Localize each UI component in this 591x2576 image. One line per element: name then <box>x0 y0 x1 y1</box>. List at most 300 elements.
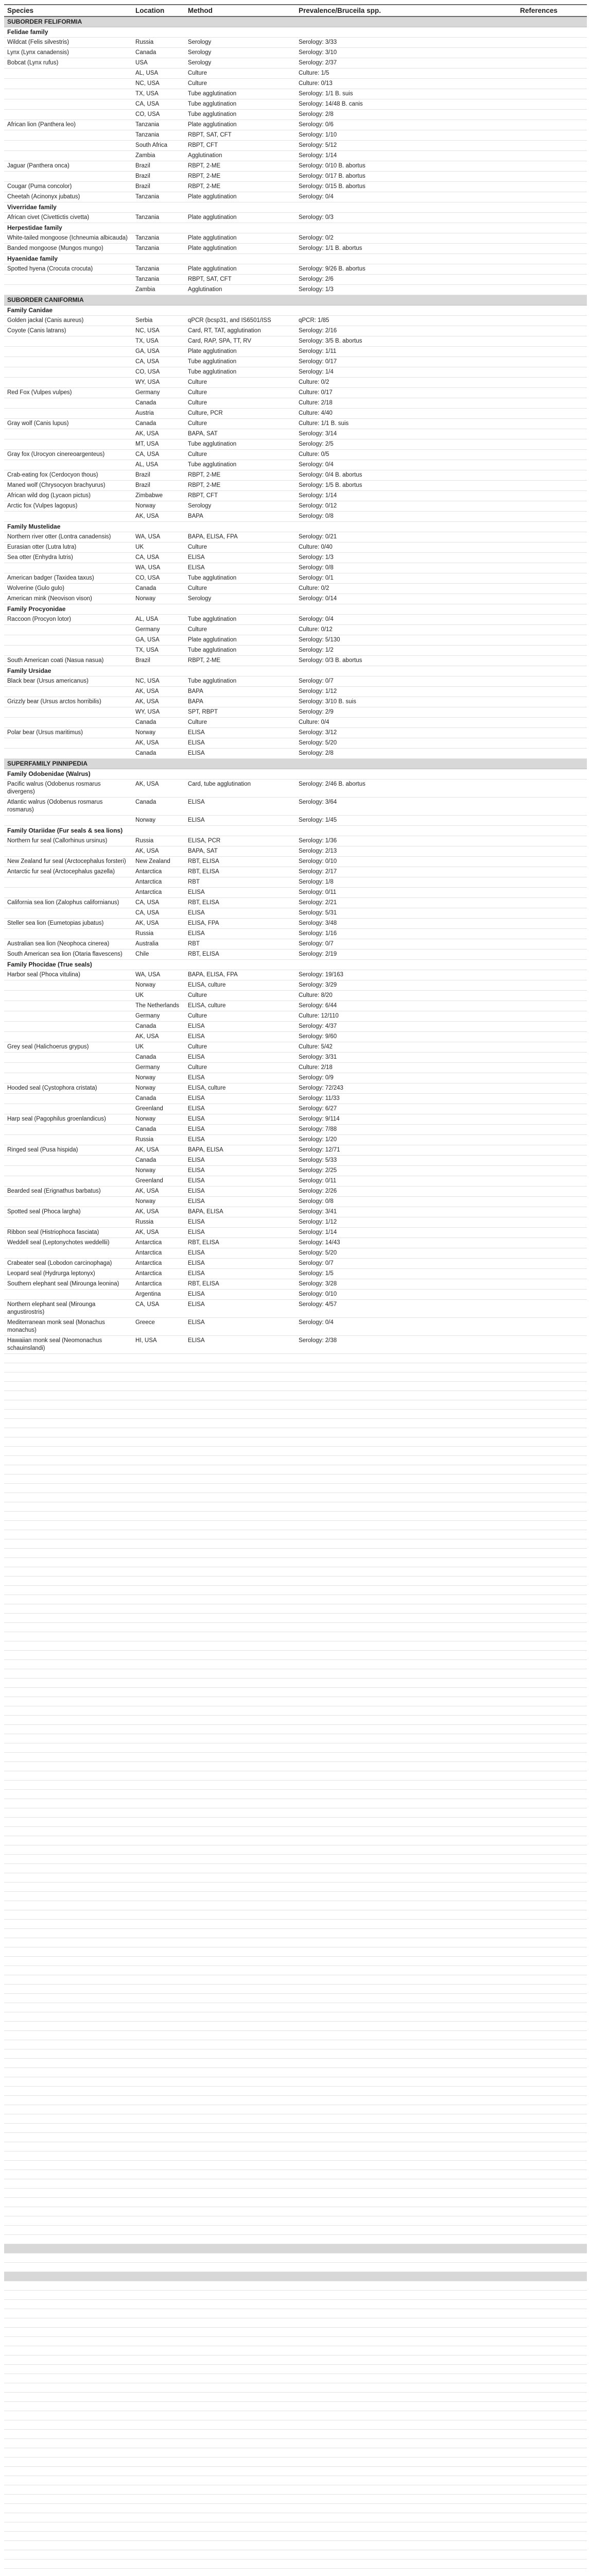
cell-prevalence: Serology: 0/11 <box>296 888 517 898</box>
cell-prevalence: Serology: 1/10 <box>296 130 517 141</box>
cell-prevalence: Serology: 3/64 <box>296 798 517 816</box>
table-row-rule <box>4 2448 587 2458</box>
cell-species: Pacific walrus (Odobenus rosmarus divergens) <box>4 779 132 798</box>
cell-references <box>517 676 587 687</box>
cell-location: Greenland <box>132 1104 185 1114</box>
cell-references <box>517 192 587 202</box>
table-row-rule <box>4 1697 587 1706</box>
cell-method: ELISA <box>185 1135 296 1145</box>
cell-prevalence: Serology: 1/45 <box>296 816 517 826</box>
cell-references <box>517 846 587 857</box>
cell-prevalence: Serology: 1/2 <box>296 646 517 656</box>
table-row <box>4 1073 587 1083</box>
table-row-rule <box>4 1716 587 1725</box>
section-label: SUBORDER FELIFORMIA <box>4 16 587 27</box>
table-row <box>4 58 587 69</box>
table-row-rule <box>4 2105 587 2114</box>
table-row-rule <box>4 2022 587 2031</box>
cell-references <box>517 161 587 172</box>
table-row <box>4 79 587 89</box>
cell-location: Tanzania <box>132 244 185 254</box>
table-row <box>4 1083 587 1094</box>
cell-species <box>4 409 132 419</box>
table-row <box>4 481 587 491</box>
table-row-rule <box>4 1391 587 1400</box>
cell-species <box>4 275 132 285</box>
table-row <box>4 738 587 749</box>
cell-prevalence: Serology: 0/4 <box>296 192 517 202</box>
cell-method: Plate agglutination <box>185 192 296 202</box>
cell-method: Plate agglutination <box>185 244 296 254</box>
cell-species <box>4 347 132 357</box>
table-row-rule <box>4 1975 587 1985</box>
cell-references <box>517 1269 587 1279</box>
cell-method: ELISA <box>185 1176 296 1187</box>
cell-prevalence: Serology: 1/20 <box>296 1135 517 1145</box>
table-row <box>4 1156 587 1166</box>
cell-references <box>517 1104 587 1114</box>
cell-references <box>517 1001 587 1011</box>
cell-location: New Zealand <box>132 857 185 867</box>
cell-species <box>4 1217 132 1228</box>
prevalence-table <box>4 5 587 1354</box>
cell-location: WA, USA <box>132 563 185 573</box>
table-row-rule <box>4 1669 587 1679</box>
table-row-rule <box>4 2318 587 2328</box>
family-subheader-row <box>4 666 587 676</box>
table-row-rule <box>4 1604 587 1614</box>
cell-method: Culture <box>185 543 296 553</box>
cell-species: Grizzly bear (Ursus arctos horribilis) <box>4 697 132 707</box>
cell-location: The Netherlands <box>132 1001 185 1011</box>
cell-prevalence: Serology: 2/37 <box>296 58 517 69</box>
cell-species <box>4 1176 132 1187</box>
cell-prevalence: Serology: 5/33 <box>296 1156 517 1166</box>
table-row <box>4 532 587 543</box>
cell-prevalence: Culture: 2/18 <box>296 398 517 409</box>
cell-references <box>517 141 587 151</box>
cell-location: Norway <box>132 816 185 826</box>
cell-references <box>517 929 587 939</box>
cell-method: Culture <box>185 388 296 398</box>
table-row <box>4 275 587 285</box>
cell-location: Brazil <box>132 470 185 481</box>
cell-method: ELISA, culture <box>185 1083 296 1094</box>
table-row-rule <box>4 1456 587 1465</box>
cell-species <box>4 398 132 409</box>
cell-prevalence: Serology: 3/29 <box>296 980 517 991</box>
cell-method: Tube agglutination <box>185 110 296 120</box>
cell-method: RBPT, SAT, CFT <box>185 130 296 141</box>
cell-references <box>517 1176 587 1187</box>
cell-species <box>4 151 132 161</box>
cell-location: AL, USA <box>132 460 185 470</box>
table-row-rule <box>4 1632 587 1641</box>
cell-references <box>517 99 587 110</box>
family-label: Family Mustelidae <box>4 522 587 532</box>
cell-references <box>517 625 587 635</box>
cell-prevalence: Serology: 3/41 <box>296 1207 517 1217</box>
cell-location: AK, USA <box>132 919 185 929</box>
table-row-rule <box>4 1901 587 1910</box>
section-header-row <box>4 16 587 27</box>
header-location: Location <box>132 5 185 16</box>
cell-references <box>517 707 587 718</box>
cell-location: Canada <box>132 1022 185 1032</box>
cell-location: CO, USA <box>132 573 185 584</box>
cell-species <box>4 1135 132 1145</box>
table-row-rule <box>4 1808 587 1818</box>
cell-method: Culture, PCR <box>185 409 296 419</box>
cell-location: USA <box>132 58 185 69</box>
table-row-rule <box>4 1660 587 1669</box>
cell-location: Norway <box>132 501 185 512</box>
cell-references <box>517 491 587 501</box>
cell-references <box>517 481 587 491</box>
cell-method: Card, RAP, SPA, TT, RV <box>185 336 296 347</box>
cell-species: Wolverine (Gulo gulo) <box>4 584 132 594</box>
table-row <box>4 707 587 718</box>
cell-prevalence: Serology: 6/44 <box>296 1001 517 1011</box>
cell-references <box>517 388 587 398</box>
cell-species: Gray wolf (Canis lupus) <box>4 419 132 429</box>
cell-species: Hawaiian monk seal (Neomonachus schauinslandi) <box>4 1336 132 1354</box>
table-row-rule <box>4 2198 587 2207</box>
cell-location: Greece <box>132 1318 185 1336</box>
cell-location: CA, USA <box>132 908 185 919</box>
table-row <box>4 264 587 275</box>
cell-references <box>517 991 587 1001</box>
table-row-rule <box>4 1947 587 1957</box>
cell-species: Coyote (Canis latrans) <box>4 326 132 336</box>
cell-location: WY, USA <box>132 707 185 718</box>
cell-prevalence: Serology: 9/26 B. abortus <box>296 264 517 275</box>
table-row <box>4 1011 587 1022</box>
cell-references <box>517 419 587 429</box>
cell-prevalence: Serology: 3/12 <box>296 728 517 738</box>
table-row <box>4 316 587 326</box>
cell-method: Serology <box>185 58 296 69</box>
cell-prevalence: Serology: 1/16 <box>296 929 517 939</box>
cell-location: Tanzania <box>132 213 185 223</box>
family-subheader-row <box>4 223 587 233</box>
table-row <box>4 450 587 460</box>
cell-location: Norway <box>132 1166 185 1176</box>
table-row-rule <box>4 2569 587 2576</box>
cell-prevalence: Serology: 0/4 <box>296 1318 517 1336</box>
table-row <box>4 512 587 522</box>
table-row-rule <box>4 1827 587 1836</box>
family-subheader-row <box>4 604 587 615</box>
table-row-rule <box>4 1771 587 1781</box>
cell-references <box>517 1114 587 1125</box>
cell-species: American badger (Taxidea taxus) <box>4 573 132 584</box>
table-row <box>4 48 587 58</box>
cell-species: Cougar (Puma concolor) <box>4 182 132 192</box>
cell-species <box>4 846 132 857</box>
table-row-rule <box>4 2467 587 2476</box>
cell-references <box>517 470 587 481</box>
family-label: Viverridae family <box>4 202 587 213</box>
cell-location: Norway <box>132 1114 185 1125</box>
cell-prevalence: Serology: 0/3 <box>296 213 517 223</box>
table-row-rule <box>4 2235 587 2244</box>
cell-prevalence: Serology: 3/48 <box>296 919 517 929</box>
section-header-row <box>4 759 587 769</box>
cell-method: BAPA, ELISA, FPA <box>185 532 296 543</box>
cell-prevalence: Serology: 6/27 <box>296 1104 517 1114</box>
cell-location: Zimbabwe <box>132 491 185 501</box>
table-row-rule <box>4 1790 587 1799</box>
cell-species <box>4 439 132 450</box>
cell-location: Australia <box>132 939 185 950</box>
cell-species <box>4 367 132 378</box>
cell-method: ELISA <box>185 1228 296 1238</box>
cell-prevalence: Serology: 0/10 B. abortus <box>296 161 517 172</box>
table-row-rule <box>4 1549 587 1558</box>
cell-species <box>4 635 132 646</box>
cell-method: Serology <box>185 501 296 512</box>
cell-location: Antarctica <box>132 877 185 888</box>
cell-species: Atlantic walrus (Odobenus rosmarus rosmarus) <box>4 798 132 816</box>
table-row-rule <box>4 1892 587 1901</box>
cell-method: Culture <box>185 79 296 89</box>
cell-prevalence: Serology: 1/14 <box>296 151 517 161</box>
cell-method: ELISA, PCR <box>185 836 296 846</box>
cell-species: African lion (Panthera leo) <box>4 120 132 130</box>
table-row-rule <box>4 1465 587 1475</box>
cell-species: Northern fur seal (Callorhinus ursinus) <box>4 836 132 846</box>
family-subheader-row <box>4 306 587 316</box>
table-row-rule <box>4 2189 587 2198</box>
cell-references <box>517 1011 587 1022</box>
cell-method: BAPA, SAT <box>185 429 296 439</box>
table-row-rule <box>4 2532 587 2541</box>
table-row <box>4 378 587 388</box>
table-row-rule <box>4 1382 587 1391</box>
table-row <box>4 1022 587 1032</box>
cell-species: Grey seal (Halichoerus grypus) <box>4 1042 132 1053</box>
table-row <box>4 584 587 594</box>
cell-references <box>517 573 587 584</box>
cell-method: qPCR (bcsp31, and IS6501/ISS <box>185 316 296 326</box>
table-row <box>4 919 587 929</box>
table-row <box>4 501 587 512</box>
cell-references <box>517 816 587 826</box>
cell-references <box>517 1238 587 1248</box>
cell-method: Tube agglutination <box>185 573 296 584</box>
cell-location: Canada <box>132 1053 185 1063</box>
cell-references <box>517 378 587 388</box>
cell-location: Canada <box>132 1125 185 1135</box>
cell-species <box>4 718 132 728</box>
cell-references <box>517 367 587 378</box>
cell-references <box>517 718 587 728</box>
cell-species: Gray fox (Urocyon cinereoargenteus) <box>4 450 132 460</box>
cell-method: Card, tube agglutination <box>185 779 296 798</box>
table-row-rule <box>4 2040 587 2049</box>
cell-method: ELISA <box>185 1125 296 1135</box>
cell-species <box>4 512 132 522</box>
cell-location: Norway <box>132 980 185 991</box>
cell-method: Plate agglutination <box>185 635 296 646</box>
cell-species: Northern elephant seal (Mirounga angustirostris) <box>4 1300 132 1318</box>
cell-prevalence: Serology: 2/19 <box>296 950 517 960</box>
table-row-rule <box>4 1864 587 1873</box>
cell-references <box>517 563 587 573</box>
cell-species <box>4 929 132 939</box>
cell-prevalence: Serology: 1/1 B. abortus <box>296 244 517 254</box>
cell-method: Tube agglutination <box>185 89 296 99</box>
cell-location: Norway <box>132 1197 185 1207</box>
cell-prevalence: Serology: 1/12 <box>296 687 517 697</box>
cell-species <box>4 130 132 141</box>
table-row-rule <box>4 1539 587 1549</box>
table-row-rule <box>4 1614 587 1623</box>
table-row <box>4 182 587 192</box>
cell-species: Hooded seal (Cystophora cristata) <box>4 1083 132 1094</box>
cell-method: RBT, ELISA <box>185 950 296 960</box>
table-row-rule <box>4 1920 587 1929</box>
cell-prevalence: Serology: 3/14 <box>296 429 517 439</box>
table-row-rule <box>4 2281 587 2291</box>
cell-location: CA, USA <box>132 99 185 110</box>
cell-prevalence: Culture: 0/12 <box>296 625 517 635</box>
table-row-rule <box>4 1372 587 1382</box>
table-row <box>4 398 587 409</box>
cell-location: Antarctica <box>132 867 185 877</box>
cell-location: Canada <box>132 398 185 409</box>
cell-references <box>517 182 587 192</box>
cell-species <box>4 687 132 697</box>
cell-location: UK <box>132 543 185 553</box>
table-row <box>4 439 587 450</box>
table-continuation <box>4 1354 587 2576</box>
cell-prevalence: Serology: 2/5 <box>296 439 517 450</box>
cell-location: Antarctica <box>132 1269 185 1279</box>
table-row-rule <box>4 1725 587 1734</box>
cell-method: RBT, ELISA <box>185 867 296 877</box>
table-row <box>4 857 587 867</box>
table-row <box>4 388 587 398</box>
cell-species: South American coati (Nasua nasua) <box>4 656 132 666</box>
cell-prevalence: Serology: 5/20 <box>296 1248 517 1259</box>
cell-prevalence: Serology: 0/10 <box>296 857 517 867</box>
family-subheader-row <box>4 826 587 836</box>
cell-prevalence: Serology: 2/16 <box>296 326 517 336</box>
table-row-rule <box>4 2207 587 2216</box>
cell-species: Red Fox (Vulpes vulpes) <box>4 388 132 398</box>
cell-method: ELISA <box>185 1094 296 1104</box>
cell-method: Plate agglutination <box>185 120 296 130</box>
cell-species <box>4 738 132 749</box>
table-row-rule <box>4 1558 587 1567</box>
table-row <box>4 929 587 939</box>
cell-location: AK, USA <box>132 697 185 707</box>
cell-prevalence: Culture: 12/110 <box>296 1011 517 1022</box>
section-header-row <box>4 295 587 306</box>
cell-species <box>4 1197 132 1207</box>
cell-location: Russia <box>132 836 185 846</box>
cell-references <box>517 738 587 749</box>
cell-prevalence: Serology: 1/14 <box>296 491 517 501</box>
cell-species <box>4 110 132 120</box>
table-page <box>0 4 591 2576</box>
table-row <box>4 687 587 697</box>
cell-prevalence: Culture: 4/40 <box>296 409 517 419</box>
cell-species <box>4 1073 132 1083</box>
cell-method: BAPA <box>185 512 296 522</box>
cell-method: Culture <box>185 1063 296 1073</box>
cell-location: Brazil <box>132 182 185 192</box>
table-row <box>4 543 587 553</box>
cell-location: Canada <box>132 798 185 816</box>
cell-species: Steller sea lion (Eumetopias jubatus) <box>4 919 132 929</box>
cell-location: Brazil <box>132 656 185 666</box>
cell-method: ELISA <box>185 563 296 573</box>
cell-method: Tube agglutination <box>185 615 296 625</box>
cell-method: Tube agglutination <box>185 676 296 687</box>
cell-species: Harbor seal (Phoca vitulina) <box>4 970 132 980</box>
table-row <box>4 553 587 563</box>
cell-prevalence: Serology: 4/57 <box>296 1300 517 1318</box>
cell-method: Culture <box>185 378 296 388</box>
table-row <box>4 1166 587 1176</box>
table-row <box>4 38 587 48</box>
table-row-rule <box>4 2430 587 2439</box>
cell-prevalence: Serology: 1/12 <box>296 1217 517 1228</box>
table-row <box>4 656 587 666</box>
table-row <box>4 888 587 898</box>
cell-location: Tanzania <box>132 130 185 141</box>
cell-prevalence: Serology: 1/4 <box>296 367 517 378</box>
table-row-rule <box>4 1734 587 1743</box>
table-row-rule <box>4 2170 587 2179</box>
table-row <box>4 1053 587 1063</box>
cell-method: Plate agglutination <box>185 233 296 244</box>
cell-method: ELISA <box>185 1156 296 1166</box>
cell-references <box>517 615 587 625</box>
cell-location: TX, USA <box>132 646 185 656</box>
table-row-rule <box>4 2049 587 2059</box>
table-row-rule <box>4 1502 587 1512</box>
cell-references <box>517 857 587 867</box>
cell-references <box>517 888 587 898</box>
cell-method: ELISA <box>185 1032 296 1042</box>
cell-prevalence: Serology: 0/8 <box>296 1197 517 1207</box>
table-row <box>4 470 587 481</box>
cell-species: Leopard seal (Hydrurga leptonyx) <box>4 1269 132 1279</box>
cell-method: ELISA <box>185 553 296 563</box>
table-row <box>4 192 587 202</box>
cell-method: BAPA, ELISA <box>185 1207 296 1217</box>
cell-method: ELISA <box>185 1022 296 1032</box>
cell-method: Plate agglutination <box>185 347 296 357</box>
cell-species <box>4 357 132 367</box>
table-row <box>4 1290 587 1300</box>
cell-location: GA, USA <box>132 635 185 646</box>
table-row-rule <box>4 2522 587 2532</box>
cell-method: ELISA <box>185 816 296 826</box>
cell-method: ELISA, culture <box>185 980 296 991</box>
cell-location: Norway <box>132 728 185 738</box>
cell-location: Russia <box>132 38 185 48</box>
table-row-rule <box>4 1957 587 1966</box>
cell-species: Harp seal (Pagophilus groenlandicus) <box>4 1114 132 1125</box>
cell-references <box>517 1156 587 1166</box>
cell-prevalence: Culture: 0/13 <box>296 79 517 89</box>
table-row-rule <box>4 1845 587 1855</box>
